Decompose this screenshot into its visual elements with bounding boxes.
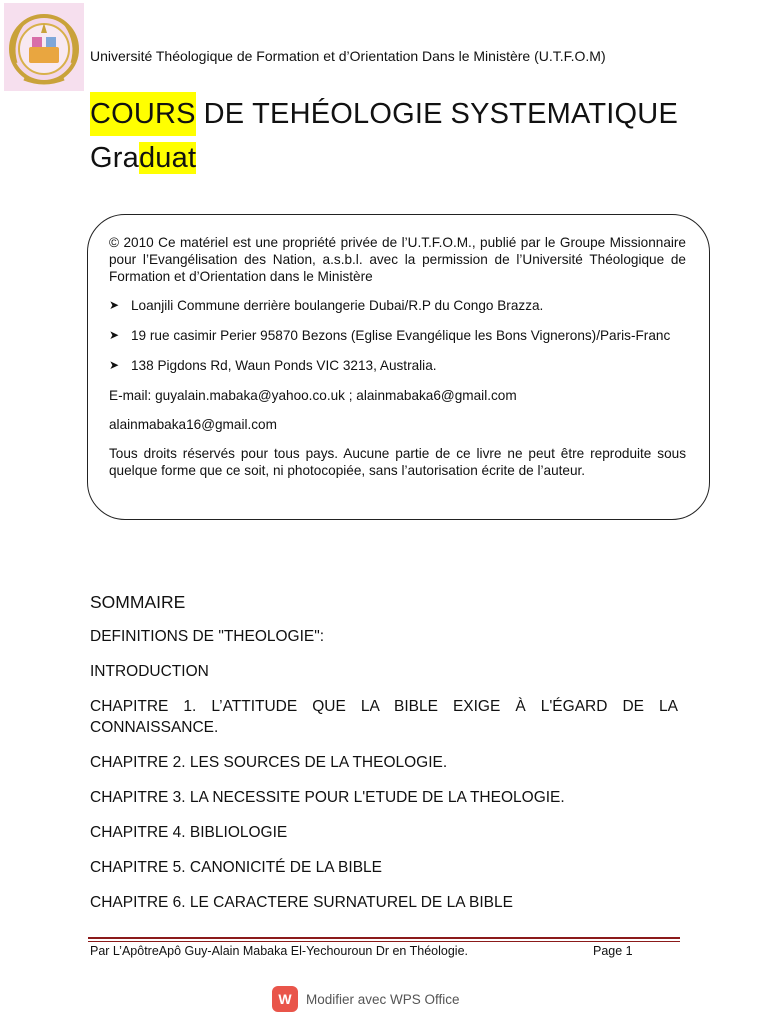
toc-item: CHAPITRE 6. LE CARACTERE SURNATUREL DE LA BIBLE: [90, 894, 513, 911]
title-word: SYSTEMATIQUE: [450, 98, 678, 130]
title-line-1: [90, 92, 678, 136]
address-item: [109, 327, 686, 344]
address-text: Loanjili Commune derrière boulangerie Dubai/R.P du Congo Brazza.: [131, 298, 544, 313]
title-word-cours: COURS: [90, 92, 196, 136]
arrow-bullet-icon: ➤: [109, 298, 120, 312]
page-number: Page 1: [593, 944, 633, 958]
toc-item: CHAPITRE 4. BIBLIOLOGIE: [90, 824, 288, 841]
toc-item: INTRODUCTION: [90, 663, 209, 680]
address-item: [109, 357, 686, 374]
toc-item: CHAPITRE 2. LES SOURCES DE LA THEOLOGIE.: [90, 754, 448, 771]
address-text: 19 rue casimir Perier 95870 Bezons (Eglise Evangélique les Bons Vignerons)/Paris-Franc: [131, 328, 671, 343]
address-text: 138 Pigdons Rd, Waun Ponds VIC 3213, Australia.: [131, 358, 437, 373]
toc-item: CHAPITRE 3. LA NECESSITE POUR L'ETUDE DE LA THEOLOGIE.: [90, 789, 565, 806]
copyright-notice: © 2010 Ce matériel est une propriété privée de l’U.T.F.O.M., publié par le Groupe Missionnaire pour l’Evangélisation des Nation, a.s.b.l. avec la permission de l’Université Théologique de Formation et d’Orientation dans le Ministère: [109, 235, 686, 284]
title-line-2: [90, 136, 678, 180]
footer-author: Par L’ApôtreApô Guy-Alain Mabaka El-Yechouroun Dr en Théologie.: [90, 944, 469, 958]
copyright-box: [87, 214, 710, 520]
toc-item: DEFINITIONS DE "THEOLOGIE":: [90, 628, 325, 645]
institution-header: Université Théologique de Formation et d’Orientation Dans le Ministère (U.T.F.O.M): [90, 48, 606, 64]
wps-logo-icon: W: [272, 986, 298, 1012]
document-title: [90, 92, 678, 180]
title-graduat-highlight: duat: [138, 142, 197, 174]
toc-item: CHAPITRE 1. L’ATTITUDE QUE LA BIBLE EXIGE À L'ÉGARD DE LA CONNAISSANCE.: [90, 698, 678, 736]
arrow-bullet-icon: ➤: [109, 328, 120, 342]
arrow-bullet-icon: ➤: [109, 358, 120, 372]
email-line-2: alainmabaka16@gmail.com: [109, 417, 277, 432]
toc-heading: SOMMAIRE: [90, 592, 186, 612]
title-graduat-plain: Gra: [90, 142, 139, 174]
toc-item: CHAPITRE 5. CANONICITÉ DE LA BIBLE: [90, 859, 382, 876]
wps-edit-link[interactable]: [272, 985, 460, 1013]
address-item: [109, 297, 686, 314]
footer-divider-thin: [88, 941, 680, 942]
wps-edit-label: Modifier avec WPS Office: [306, 991, 460, 1007]
utfom-logo: [4, 3, 84, 91]
copyright-box-content: [109, 234, 686, 502]
table-of-contents: [90, 592, 678, 927]
seal-icon: [4, 3, 84, 91]
rights-notice: Tous droits réservés pour tous pays. Aucune partie de ce livre ne peut être reproduite sous quelque forme que ce soit, ni photocopiée, sans l’autorisation écrite de l’auteur.: [109, 446, 686, 478]
title-word: TEHÉOLOGIE: [252, 98, 443, 130]
title-word: DE: [203, 98, 245, 130]
footer-divider: [88, 937, 680, 939]
email-line: E-mail: guyalain.mabaka@yahoo.co.uk ; alainmabaka6@gmail.com: [109, 388, 517, 403]
